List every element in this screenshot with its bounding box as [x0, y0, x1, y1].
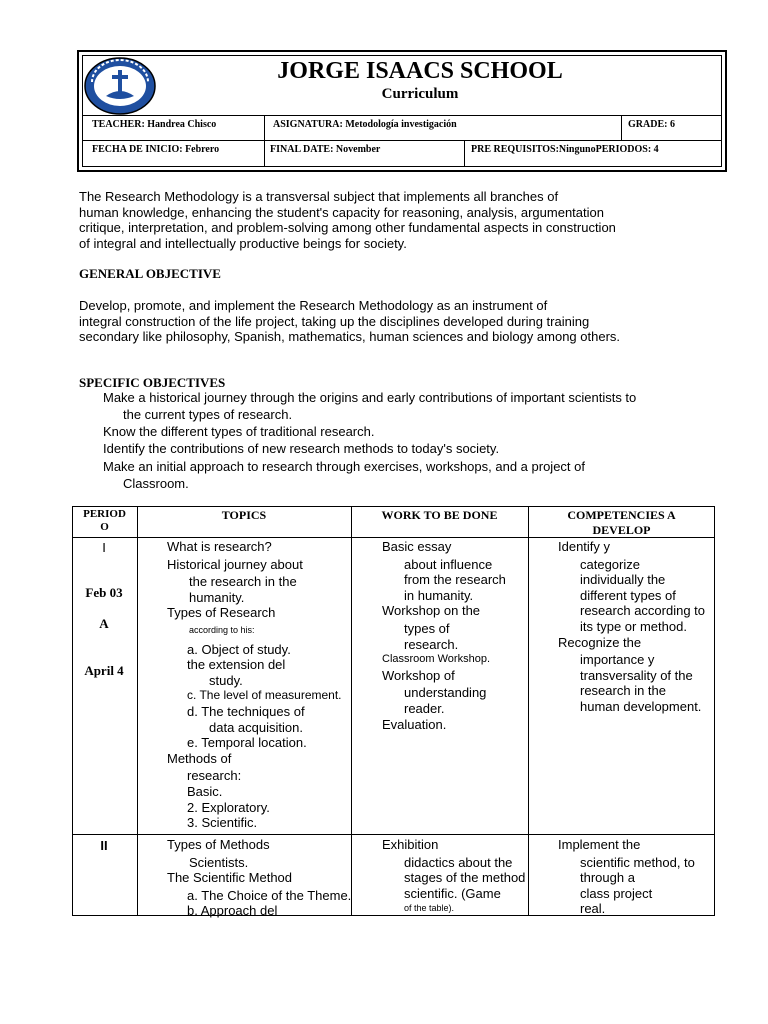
grade-field: GRADE: 6: [628, 119, 675, 130]
row2-competencies: Implement the scientific method, to through a class project real.: [558, 837, 695, 917]
start-date-field: FECHA DE INICIO: Febrero: [92, 144, 220, 155]
table-col-divider: [528, 506, 529, 916]
intro-paragraph: The Research Methodology is a transversal subject that implements all branches of human knowledge, enhancing the student's capacity for reasoning, analysis, argumentation critique, interpretation, and problem-solving among other fundamental aspects in construction of integral and intellectually productive beings for society.: [79, 189, 616, 251]
row1-topics: What is research? Historical journey about the research in the humanity. Types of Research according to his: a. Object of study. the extension del study. c. The level of measurement. d. The techniques of data acquisition. e. Temporal location. Methods of research: Basic. 2. Exploratory. 3. Scientific.: [167, 539, 342, 831]
period-number: I: [102, 540, 106, 555]
header-divider-2: [82, 140, 722, 141]
document-type: Curriculum: [381, 86, 459, 102]
header-work: WORK TO BE DONE: [381, 508, 498, 522]
row1-competencies: Identify y categorize individually the different types of research according to its type or method. Recognize the importance y transversality of the research in the human development.: [558, 539, 706, 714]
period-end-date: April 4: [84, 663, 124, 678]
specific-objectives-heading: SPECIFIC OBJECTIVES: [79, 375, 226, 390]
objective-item: Make a historical journey through the origins and early contributions of important scientists to the current types of research.: [103, 390, 637, 422]
objective-item: Identify the contributions of new research methods to today's society.: [103, 441, 500, 456]
prerequisites-field: PRE REQUISITOS:NingunoPERIODOS: 4: [471, 144, 659, 155]
table-col-divider: [351, 506, 352, 916]
general-objective-heading: GENERAL OBJECTIVE: [79, 266, 221, 281]
subject-field: ASIGNATURA: Metodología investigación: [273, 119, 457, 130]
school-name: JORGE ISAACS SCHOOL: [277, 58, 563, 84]
objective-item: Make an initial approach to research through exercises, workshops, and a project of Classroom.: [103, 459, 585, 491]
header-col-divider-3: [464, 140, 465, 166]
school-logo: [82, 56, 158, 116]
period-connector: A: [99, 616, 109, 631]
header-competencies: COMPETENCIES A DEVELOP: [567, 508, 676, 537]
header-col-divider-1: [264, 115, 265, 166]
header-period: PERIOD O: [83, 508, 126, 533]
table-col-divider: [137, 506, 138, 916]
header-divider-1: [82, 115, 722, 116]
period-number: II: [100, 838, 108, 853]
table-row-divider: [72, 834, 715, 835]
final-date-field: FINAL DATE: November: [270, 144, 381, 155]
header-topics: TOPICS: [221, 508, 267, 522]
row1-work: Basic essay about influence from the research in humanity. Workshop on the types of research. Classroom Workshop. Workshop of understanding reader. Evaluation.: [382, 539, 506, 732]
row2-topics: Types of Methods Scientists. The Scientific Method a. The Choice of the Theme. b. Approach del: [167, 837, 352, 919]
general-objective-paragraph: Develop, promote, and implement the Research Methodology as an instrument of integral construction of the life project, taking up the disciplines developed during training secondary like philosophy, Spanish, mathematics, human sciences and biology among others.: [79, 298, 621, 345]
period-start-date: Feb 03: [85, 585, 123, 600]
header-col-divider-2: [621, 115, 622, 141]
objective-item: Know the different types of traditional research.: [103, 424, 375, 439]
teacher-field: TEACHER: Handrea Chisco: [92, 119, 217, 130]
row2-work: Exhibition didactics about the stages of the method scientific. (Game of the table).: [382, 837, 526, 914]
